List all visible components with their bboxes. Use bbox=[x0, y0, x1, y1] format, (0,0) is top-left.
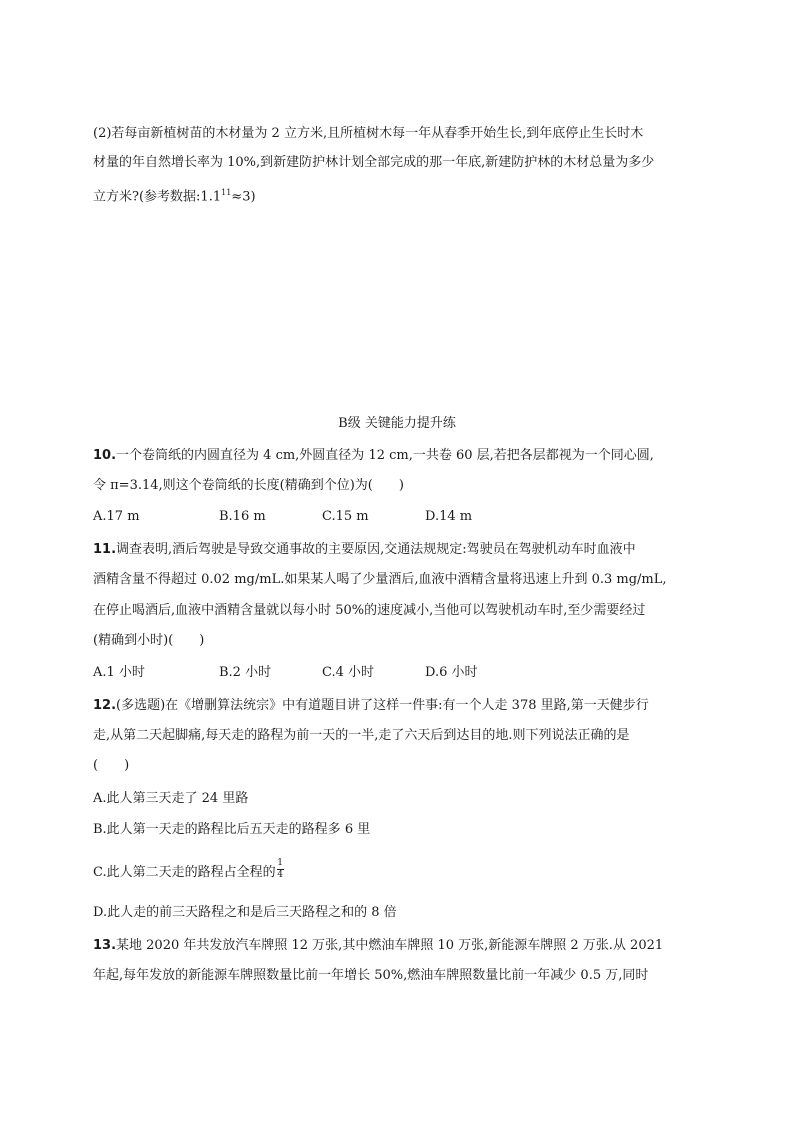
question-10-option-b: B.16 m bbox=[219, 509, 266, 524]
question-12-line-2: 走,从第二天起脚痛,每天走的路程为前一天的一半,走了六天后到达目的地.则下列说法正确的是 bbox=[93, 728, 630, 743]
question-12-number: 12. bbox=[93, 698, 117, 713]
question-10-option-d: D.14 m bbox=[425, 509, 473, 524]
question-10-line-2: 令 π=3.14,则这个卷筒纸的长度(精确到个位)为( ) bbox=[93, 478, 404, 493]
question-11-line-2: 酒精含量不得超过 0.02 mg/mL.如果某人喝了少量酒后,血液中酒精含量将迅速上升到 0.3 mg/mL, bbox=[93, 572, 667, 587]
part2-line-1: (2)若每亩新植树苗的木材量为 2 立方米,且所植树木每一年从春季开始生长,到年底停止生长时木 bbox=[93, 126, 644, 141]
question-11-number: 11. bbox=[93, 542, 117, 557]
question-12-line-3: ( ) bbox=[93, 758, 130, 773]
part2-line-2: 材量的年自然增长率为 10%,到新建防护林计划全部完成的那一年底,新建防护林的木材总量为多少 bbox=[93, 155, 655, 170]
question-13-text-1: 某地 2020 年共发放汽车牌照 12 万张,其中燃油车牌照 10 万张,新能源车牌照 2 万张.从 2021 bbox=[116, 938, 664, 953]
question-11-line-1 bbox=[93, 540, 636, 560]
question-12-option-c bbox=[93, 858, 284, 883]
question-10-text-1: 一个卷筒纸的内圆直径为 4 cm,外圆直径为 12 cm,一共卷 60 层,若把各层都视为一个同心圆, bbox=[116, 448, 654, 463]
question-10-option-c: C.15 m bbox=[322, 509, 369, 524]
question-11-option-c: C.4 小时 bbox=[322, 665, 375, 680]
part2-line-3-text: 立方米?(参考数据:1.1 bbox=[93, 189, 222, 205]
question-11-text-1: 调查表明,酒后驾驶是导致交通事故的主要原因,交通法规规定:驾驶员在驾驶机动车时血液中 bbox=[116, 542, 636, 557]
exponent: 11 bbox=[221, 188, 232, 197]
fraction-numerator: 1 bbox=[277, 858, 283, 868]
question-11-line-3: 在停止喝酒后,血液中酒精含量就以每小时 50%的速度减小,当他可以驾驶机动车时,至少需要经过 bbox=[93, 603, 646, 618]
part2-line-3-tail: ≈3) bbox=[231, 189, 256, 205]
question-11-option-d: D.6 小时 bbox=[425, 665, 478, 680]
section-title: B级 关键能力提升练 bbox=[338, 416, 456, 431]
question-13-line-1 bbox=[93, 936, 663, 956]
question-10-option-a: A.17 m bbox=[93, 509, 140, 524]
fraction bbox=[277, 859, 284, 880]
question-13-number: 13. bbox=[93, 938, 117, 953]
question-10-line-1 bbox=[93, 446, 654, 466]
question-10-number: 10. bbox=[93, 448, 117, 463]
question-12-option-a: A.此人第三天走了 24 里路 bbox=[93, 791, 249, 806]
fraction-denominator: 4 bbox=[277, 870, 283, 880]
question-12-option-c-text: C.此人第二天走的路程占全程的 bbox=[93, 865, 276, 880]
question-11-line-4: (精确到小时)( ) bbox=[93, 633, 205, 648]
question-11-option-a: A.1 小时 bbox=[93, 665, 145, 680]
question-12-option-d: D.此人走的前三天路程之和是后三天路程之和的 8 倍 bbox=[93, 905, 397, 920]
question-12-text-1: (多选题)在《增删算法统宗》中有道题目讲了这样一件事:有一个人走 378 里路,第一天健步行 bbox=[116, 698, 649, 713]
part2-line-3 bbox=[93, 183, 256, 207]
question-11-option-b: B.2 小时 bbox=[219, 665, 272, 680]
question-13-line-2: 年起,每年发放的新能源车牌照数量比前一年增长 50%,燃油车牌照数量比前一年减少 0.5 万,同时 bbox=[93, 968, 649, 983]
question-12-line-1 bbox=[93, 696, 649, 716]
question-12-option-b: B.此人第一天走的路程比后五天走的路程多 6 里 bbox=[93, 822, 371, 837]
